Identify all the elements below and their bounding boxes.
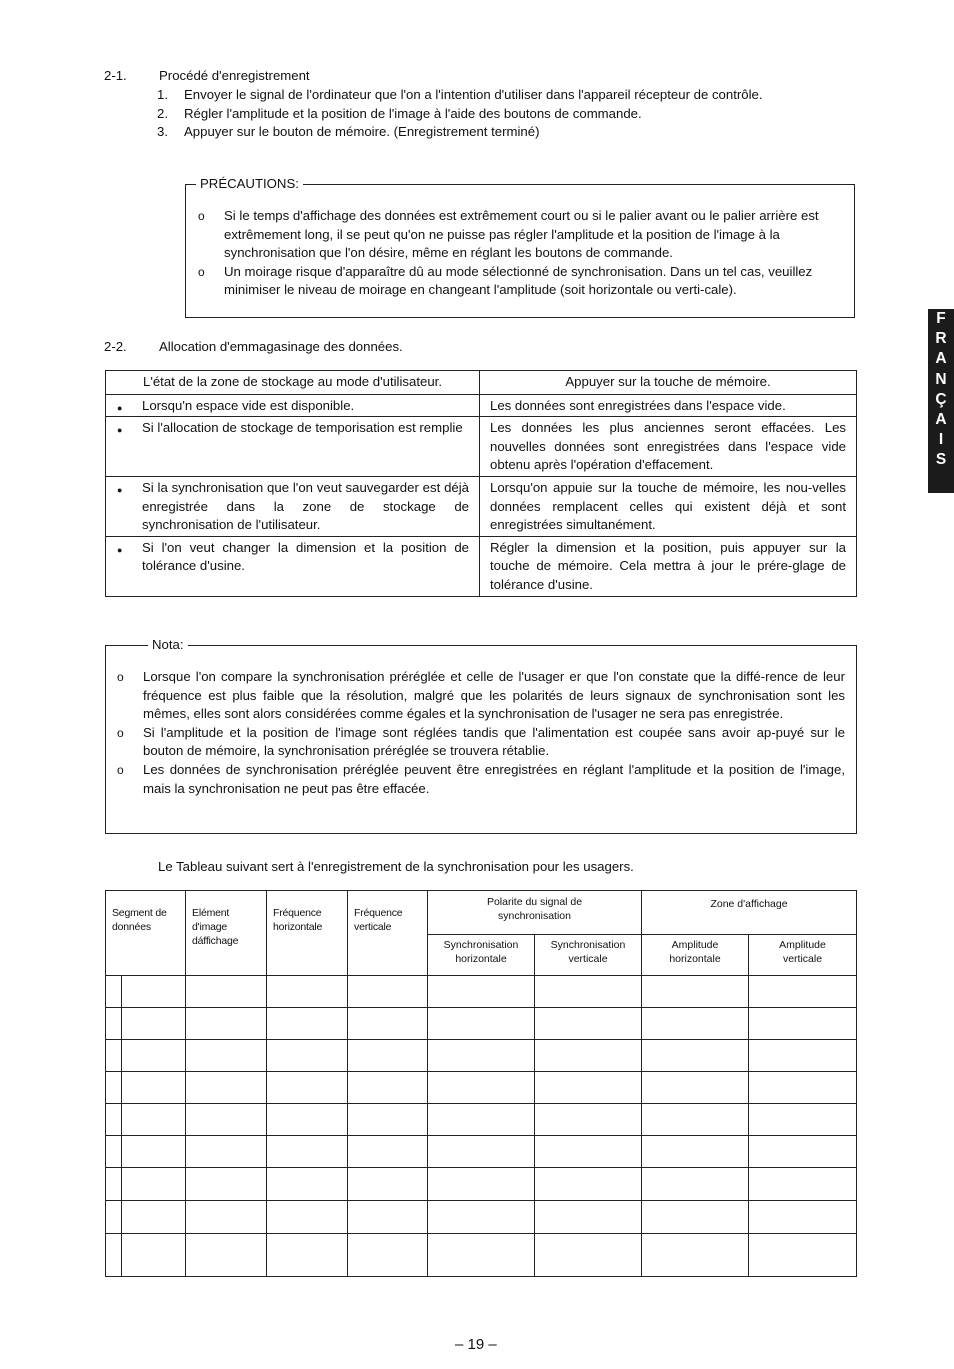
- bullet-icon: ●: [117, 544, 123, 555]
- table-cell: [535, 1201, 642, 1234]
- nota-item: [109, 668, 845, 724]
- bullet-icon: o: [117, 725, 124, 740]
- table-cell: [749, 1008, 857, 1040]
- table-cell: [428, 1104, 535, 1136]
- table-cell: Les données les plus anciennes seront effacées. Les nouvelles données sont enregistrées dans l'espace vide obtenu après l'opération d'effacement.: [480, 417, 857, 477]
- table-cell: [186, 1008, 267, 1040]
- table-cell: [428, 1008, 535, 1040]
- table-cell: [749, 1234, 857, 1277]
- side-tab-letter: I: [938, 431, 944, 449]
- table-row: [106, 1104, 857, 1136]
- table-cell: [348, 1008, 428, 1040]
- bullet-icon: o: [117, 670, 124, 684]
- header-amp-v: [749, 935, 857, 976]
- table-header-row: [106, 891, 857, 935]
- table-header: Appuyer sur la touche de mémoire.: [480, 371, 857, 395]
- table-cell: [186, 1104, 267, 1136]
- table-cell: [749, 1040, 857, 1072]
- table-cell: [348, 1072, 428, 1104]
- header-sync-v: Synchronisation verticale: [535, 935, 642, 976]
- precaution-text: Si le temps d'affichage des données est extrêmement court ou si le palier avant ou le palier arrière est extrêmement long, il se peut qu'on ne puisse pas régler l'amplitude et la position de l'image à la synchronisation que l'on désire, même en réglant les boutons de commande.: [224, 208, 819, 261]
- section-2-2-heading: [104, 338, 804, 357]
- header-text: Polarite du signal de synchronisation: [486, 896, 583, 922]
- table-header-row: [106, 371, 857, 395]
- side-tab-letter: A: [935, 350, 947, 368]
- table-cell: [348, 976, 428, 1008]
- step-text: Appuyer sur le bouton de mémoire. (Enregistrement terminé): [184, 124, 540, 140]
- table-cell: [642, 1136, 749, 1168]
- table-row: [106, 417, 857, 477]
- step-item: [157, 123, 877, 142]
- table-row: [106, 1201, 857, 1234]
- table-row: [106, 1136, 857, 1168]
- bullet-icon: o: [198, 264, 205, 279]
- table-cell: [186, 1168, 267, 1201]
- header-freq-v: Fréquence verticale: [348, 891, 428, 976]
- step-item: [157, 86, 877, 105]
- header-text: Amplitude horizontale: [669, 939, 721, 965]
- precautions-label: PRÉCAUTIONS:: [196, 175, 303, 193]
- table-cell: Les données sont enregistrées dans l'espace vide.: [480, 394, 857, 417]
- bullet-icon: o: [198, 209, 205, 223]
- table-cell: [749, 1104, 857, 1136]
- table-cell: [267, 1104, 348, 1136]
- table-cell: [749, 976, 857, 1008]
- table-cell: [122, 1201, 186, 1234]
- table-cell: [186, 1040, 267, 1072]
- table-cell: [186, 1072, 267, 1104]
- table-cell: [348, 1234, 428, 1277]
- table-cell: Lorsqu'on appuie sur la touche de mémoire, les nou-velles données remplacent celles qui existent déjà et sont enregistrées simultanément.: [480, 476, 857, 536]
- bullet-icon: ●: [117, 484, 123, 495]
- table-cell: [428, 1234, 535, 1277]
- table-cell: [106, 1234, 122, 1277]
- table-row: [106, 1008, 857, 1040]
- table-cell: [535, 1040, 642, 1072]
- side-tab-letter: S: [935, 451, 947, 469]
- header-element: Elément d'image dáffichage: [186, 891, 267, 976]
- side-tab-letter: N: [935, 370, 947, 388]
- table-cell: [749, 1072, 857, 1104]
- bullet-icon: ●: [117, 425, 123, 436]
- table-cell: [106, 1104, 122, 1136]
- table-cell: [186, 976, 267, 1008]
- table-cell: [642, 1234, 749, 1277]
- table-cell: [267, 1040, 348, 1072]
- table-cell: [428, 1136, 535, 1168]
- side-tab-letter: Ç: [935, 390, 947, 408]
- table-cell: [186, 1201, 267, 1234]
- header-zone: Zone d'affichage: [642, 891, 857, 935]
- table-cell: [122, 1040, 186, 1072]
- language-side-tab: [928, 309, 954, 493]
- table-cell: [749, 1136, 857, 1168]
- header-amp-h: [642, 935, 749, 976]
- section-2-1-heading: [104, 67, 804, 86]
- table-cell: [267, 1136, 348, 1168]
- table-cell: [749, 1201, 857, 1234]
- table-row: [106, 536, 857, 596]
- nota-text: Lorsque l'on compare la synchronisation préréglée et celle de l'usager er que l'on constate que la diffé-rence de leur fréquence est plus faible que la résolution, malgré que les polarités de leurs signaux de synchronisation sont les mêmes, elles sont alors considérées comme égales et la synchronisation de l'usager ne sera pas enregistrée.: [143, 669, 845, 722]
- table-cell: [535, 1008, 642, 1040]
- table-cell: [267, 1072, 348, 1104]
- table-cell: [642, 1040, 749, 1072]
- table-cell: [535, 1104, 642, 1136]
- step-number: 1.: [157, 87, 168, 102]
- table-cell: [106, 976, 122, 1008]
- section-number: 2-2.: [104, 339, 127, 354]
- table-cell: [428, 1040, 535, 1072]
- table-row: [106, 976, 857, 1008]
- table-cell: [106, 476, 480, 536]
- table-cell: Régler la dimension et la position, puis appuyer sur la touche de mémoire. Cela mettra à jour le prére-glage de tolérance d'usine.: [480, 536, 857, 596]
- table-row: [106, 476, 857, 536]
- table-cell: [122, 1136, 186, 1168]
- table-cell: [642, 1072, 749, 1104]
- step-item: [157, 105, 877, 124]
- table-row: [106, 1040, 857, 1072]
- cell-text: Si l'allocation de stockage de temporisation est remplie: [142, 420, 463, 436]
- step-number: 3.: [157, 124, 168, 140]
- table-cell: [122, 976, 186, 1008]
- table-row: [106, 1072, 857, 1104]
- cell-text: Lorsqu'n espace vide est disponible.: [142, 397, 355, 413]
- cell-text: Si l'on veut changer la dimension et la position de tolérance d'usine.: [142, 539, 469, 574]
- table-cell: [348, 1201, 428, 1234]
- table-cell: [106, 536, 480, 596]
- table-cell: [348, 1104, 428, 1136]
- header-polarite: [428, 891, 642, 935]
- table-cell: [106, 1072, 122, 1104]
- table-cell: [642, 976, 749, 1008]
- table-cell: [122, 1168, 186, 1201]
- table-cell: [267, 1234, 348, 1277]
- table-row: [106, 1234, 857, 1277]
- side-tab-letter: A: [935, 410, 947, 428]
- procedure-steps: [157, 86, 877, 142]
- table-cell: [428, 1072, 535, 1104]
- table-cell: [267, 976, 348, 1008]
- bullet-icon: o: [117, 762, 124, 777]
- table-header: L'état de la zone de stockage au mode d'utilisateur.: [106, 371, 480, 395]
- header-freq-h: Fréquence horizontale: [267, 891, 348, 976]
- nota-label: Nota:: [148, 636, 188, 654]
- section-title: Allocation d'emmagasinage des données.: [159, 339, 403, 354]
- table-cell: [348, 1040, 428, 1072]
- header-sync-h: Synchronisation horizontale: [428, 935, 535, 976]
- nota-item: [109, 761, 845, 798]
- allocation-table: [105, 370, 857, 597]
- page-number: – 19 –: [455, 1336, 497, 1353]
- table-cell: [186, 1136, 267, 1168]
- table-cell: [348, 1136, 428, 1168]
- table-cell: [267, 1168, 348, 1201]
- nota-item: [109, 724, 845, 761]
- nota-text: Les données de synchronisation préréglée peuvent être enregistrées en réglant l'amplitude et la position de l'image, mais la synchronisation ne peut pas être effacée.: [143, 761, 845, 796]
- table-cell: [186, 1234, 267, 1277]
- table-cell: [535, 1234, 642, 1277]
- table-cell: [642, 1201, 749, 1234]
- table-cell: [106, 1040, 122, 1072]
- table-cell: [106, 1201, 122, 1234]
- header-text: Amplitude verticale: [779, 939, 826, 965]
- registration-table: [105, 890, 857, 1277]
- table-cell: [122, 1072, 186, 1104]
- precaution-text: Un moirage risque d'apparaître dû au mode sélectionné de synchronisation. Dans un tel cas, veuillez minimiser le niveau de moirage en changeant l'amplitude (soit horizontale ou verti-cale).: [224, 263, 813, 298]
- step-text: Envoyer le signal de l'ordinateur que l'on a l'intention d'utiliser dans l'appareil récepteur de contrôle.: [184, 87, 763, 102]
- table-row: [106, 394, 857, 417]
- table-cell: [535, 1168, 642, 1201]
- table-cell: [348, 1168, 428, 1201]
- table-cell: [106, 1136, 122, 1168]
- table-cell: [749, 1168, 857, 1201]
- table-cell: [428, 976, 535, 1008]
- bullet-icon: ●: [117, 402, 123, 413]
- nota-box: [105, 637, 857, 834]
- table-cell: [642, 1104, 749, 1136]
- table-cell: [428, 1168, 535, 1201]
- precaution-item: [190, 263, 838, 300]
- table-cell: [267, 1201, 348, 1234]
- table-cell: [106, 1008, 122, 1040]
- precautions-box: [185, 176, 855, 318]
- step-number: 2.: [157, 105, 168, 121]
- header-segment: Segment de données: [106, 891, 186, 976]
- table-cell: [535, 976, 642, 1008]
- nota-text: Si l'amplitude et la position de l'image sont réglées tandis que l'alimentation est coupée sans avoir ap-puyé sur le bouton de mémoire, la synchronisation préréglée se trouvera rétablie.: [143, 724, 845, 759]
- precaution-item: [190, 207, 838, 263]
- section-title: Procédé d'enregistrement: [159, 68, 310, 83]
- table-row: [106, 1168, 857, 1201]
- table-cell: [535, 1136, 642, 1168]
- table-cell: [267, 1008, 348, 1040]
- table-cell: [428, 1201, 535, 1234]
- table-cell: [535, 1072, 642, 1104]
- side-tab-letter: R: [935, 330, 947, 348]
- table-cell: [642, 1168, 749, 1201]
- table-cell: [122, 1104, 186, 1136]
- table-cell: [106, 1168, 122, 1201]
- table-cell: [122, 1008, 186, 1040]
- step-text: Régler l'amplitude et la position de l'image à l'aide des boutons de commande.: [184, 105, 642, 121]
- table-intro: Le Tableau suivant sert à l'enregistrement de la synchronisation pour les usagers.: [158, 859, 634, 874]
- section-number: 2-1.: [104, 68, 127, 83]
- table-cell: [642, 1008, 749, 1040]
- cell-text: Si la synchronisation que l'on veut sauvegarder est déjà enregistrée dans la zone de stockage de synchronisation de l'utilisateur.: [142, 479, 469, 533]
- table-cell: [122, 1234, 186, 1277]
- table-cell: [106, 394, 480, 417]
- table-cell: [106, 417, 480, 477]
- side-tab-letter: F: [936, 310, 946, 327]
- registration-table-body: [106, 976, 857, 1277]
